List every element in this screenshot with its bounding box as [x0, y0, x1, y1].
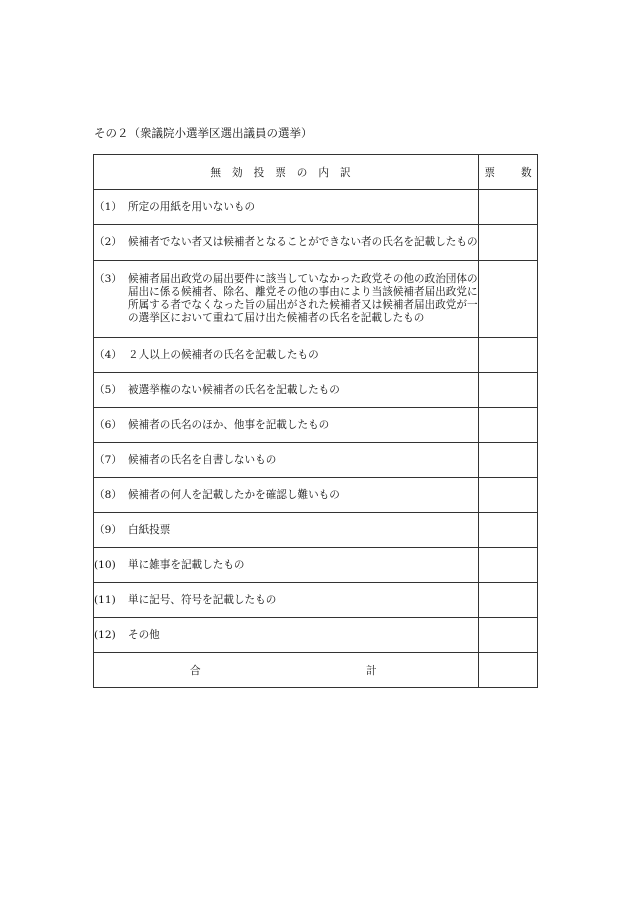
- row-number: （6）: [94, 418, 122, 431]
- row-text: 単に雑事を記載したもの: [128, 558, 245, 571]
- row-number: (11): [94, 593, 116, 606]
- row-number: （7）: [94, 453, 122, 466]
- row-text: 候補者でない者又は候補者となることができない者の氏名を記載したもの: [128, 236, 478, 248]
- vote-count-cell[interactable]: [479, 618, 538, 653]
- row-text: その他: [128, 628, 160, 641]
- table-row: [94, 513, 538, 548]
- total-char-2: 計: [366, 665, 377, 677]
- row-text: 候補者の氏名のほか、他事を記載したもの: [128, 418, 330, 431]
- header-count: [479, 155, 538, 190]
- page-title: その２（衆議院小選挙区選出議員の選挙）: [94, 126, 313, 140]
- vote-count-cell[interactable]: [479, 513, 538, 548]
- row-number: （1）: [94, 200, 122, 213]
- table-row: [94, 261, 538, 338]
- header-count-char-2: 数: [521, 166, 532, 179]
- vote-count-cell[interactable]: [479, 190, 538, 225]
- table-row: [94, 583, 538, 618]
- row-text: ２人以上の候補者の氏名を記載したもの: [128, 348, 319, 361]
- vote-count-cell[interactable]: [479, 225, 538, 261]
- table-row: [94, 443, 538, 478]
- row-description: [94, 618, 479, 653]
- table-row: [94, 225, 538, 261]
- table-row: [94, 408, 538, 443]
- row-number: (10): [94, 558, 116, 571]
- row-description: [94, 478, 479, 513]
- row-description: [94, 338, 479, 373]
- vote-count-cell[interactable]: [479, 338, 538, 373]
- row-text: 被選挙権のない候補者の氏名を記載したもの: [128, 383, 340, 396]
- table-header-row: [94, 155, 538, 190]
- vote-count-cell[interactable]: [479, 583, 538, 618]
- table-row: [94, 338, 538, 373]
- table-row: [94, 190, 538, 225]
- table-row: [94, 373, 538, 408]
- row-description: [94, 548, 479, 583]
- total-row: [94, 653, 538, 688]
- invalid-votes-table: [93, 154, 538, 688]
- row-text: 単に記号、符号を記載したもの: [128, 593, 277, 606]
- row-number: （9）: [94, 523, 122, 536]
- row-number: (12): [94, 628, 116, 641]
- table-row: [94, 618, 538, 653]
- row-text: 候補者の氏名を自書しないもの: [128, 453, 277, 466]
- row-text: 所定の用紙を用いないもの: [128, 200, 256, 213]
- header-description: 無効投票の内訳: [94, 155, 479, 190]
- vote-count-cell[interactable]: [479, 373, 538, 408]
- total-label: [94, 653, 479, 688]
- row-number: （8）: [94, 488, 122, 501]
- table-row: [94, 548, 538, 583]
- vote-count-cell[interactable]: [479, 408, 538, 443]
- total-char-1: 合: [190, 665, 201, 677]
- vote-count-cell[interactable]: [479, 443, 538, 478]
- header-count-char-1: 票: [484, 166, 495, 179]
- row-number: （5）: [94, 383, 122, 396]
- row-text: 候補者届出政党の届出要件に該当していなかった政党その他の政治団体の届出に係る候補者、除名、離党その他の事由により当該候補者届出政党に所属する者でなくなった旨の届出がされた候補者又は候補者届出政党が一の選挙区において重ねて届け出た候補者の氏名を記載したもの: [128, 273, 478, 324]
- row-description: [94, 190, 479, 225]
- vote-count-cell[interactable]: [479, 261, 538, 338]
- total-count-cell[interactable]: [479, 653, 538, 688]
- row-number: （2）: [94, 236, 122, 248]
- row-number: （4）: [94, 348, 122, 361]
- row-description: [94, 443, 479, 478]
- row-description: [94, 583, 479, 618]
- row-description: [94, 408, 479, 443]
- vote-count-cell[interactable]: [479, 478, 538, 513]
- vote-count-cell[interactable]: [479, 548, 538, 583]
- row-text: 白紙投票: [128, 523, 171, 536]
- row-text: 候補者の何人を記載したかを確認し難いもの: [128, 488, 340, 501]
- row-description: [94, 225, 479, 261]
- row-number: （3）: [94, 273, 122, 285]
- table-row: [94, 478, 538, 513]
- row-description: [94, 513, 479, 548]
- row-description: [94, 373, 479, 408]
- row-description: [94, 261, 479, 338]
